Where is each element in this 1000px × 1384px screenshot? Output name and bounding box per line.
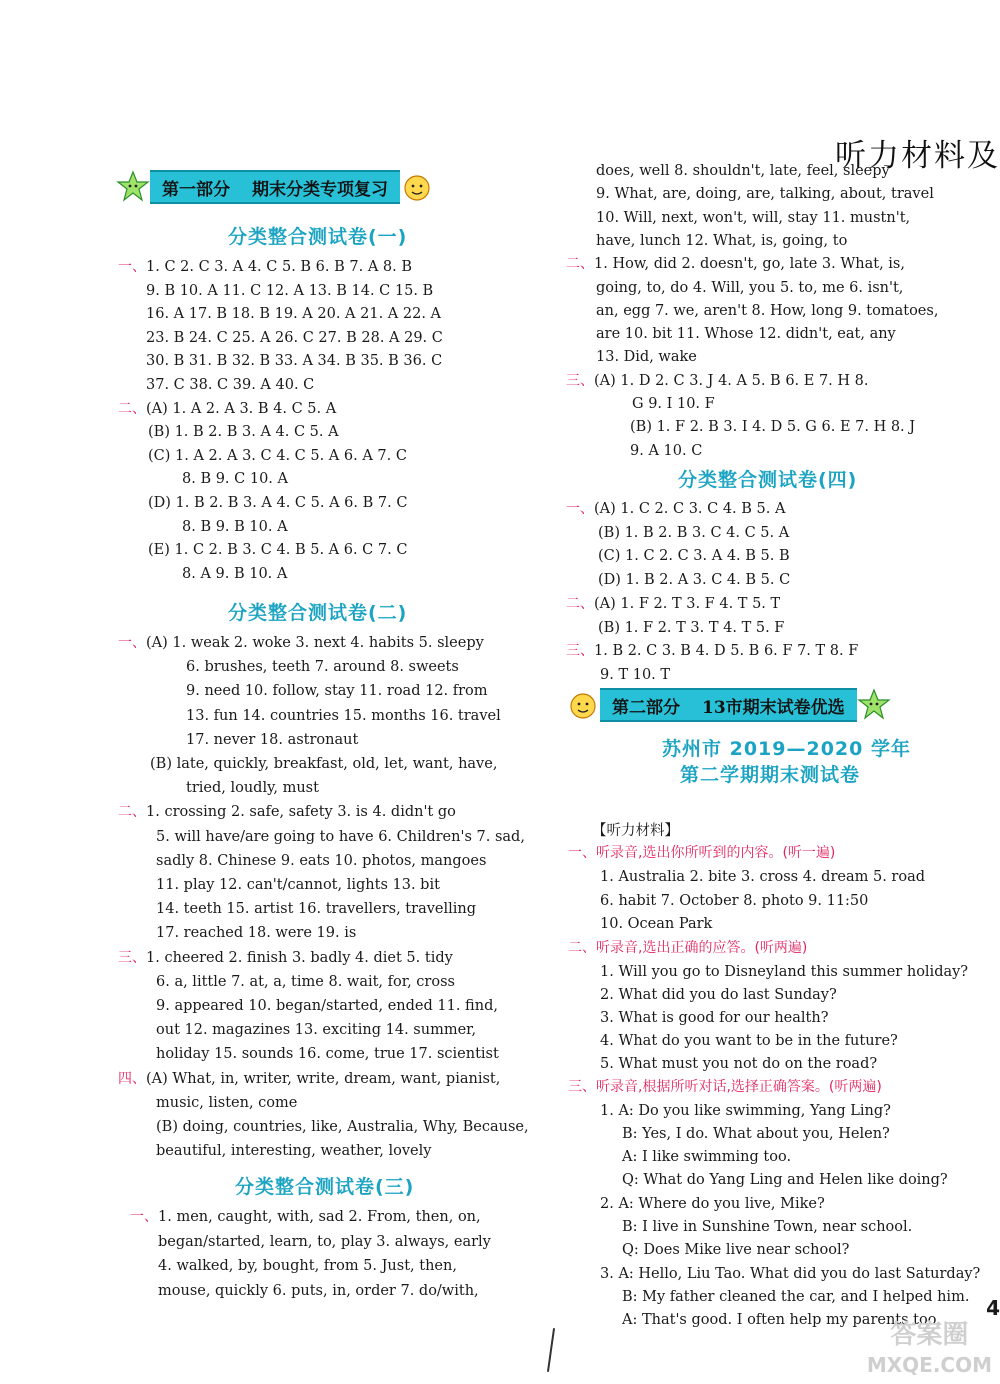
answer-line: have, lunch 12. What, is, going, to [596, 232, 848, 249]
answer-line: 6. a, little 7. at, a, time 8. wait, for, cross [156, 973, 455, 990]
answer-line: out 12. magazines 13. exciting 14. summer, [156, 1022, 477, 1039]
answer-line: 一、1. C 2. C 3. A 4. C 5. B 6. B 7. A 8. B [118, 259, 413, 275]
answer-line: (B) doing, countries, like, Australia, Why, Because, [156, 1119, 529, 1135]
answer-line: 8. B 9. C 10. A [182, 471, 288, 488]
suzhou-title-2: 第二学期期末测试卷 [680, 764, 861, 786]
answer-line: 三、(A) 1. D 2. C 3. J 4. A 5. B 6. E 7. H 8. [566, 372, 869, 389]
answer-line: (C) 1. A 2. A 3. C 4. C 5. A 6. A 7. C [148, 447, 407, 464]
answer-line: beautiful, interesting, weather, lovely [156, 1143, 432, 1160]
answer-line: (E) 1. C 2. B 3. C 4. B 5. A 6. C 7. C [148, 542, 408, 559]
part1-bar [150, 170, 400, 204]
page-number: 4 [986, 1296, 1000, 1320]
answer-line: 8. A 9. B 10. A [182, 565, 288, 582]
listening-line: 3. A: Hello, Liu Tao. What did you do last Saturday? [600, 1265, 981, 1282]
test3-title: 分类整合测试卷(三) [235, 1176, 415, 1198]
test1-title: 分类整合测试卷(一) [228, 226, 408, 248]
answer-line: 9. A 10. C [630, 442, 703, 459]
part1-banner [116, 170, 434, 204]
listening-line: 3. What is good for our health? [600, 1009, 829, 1026]
answer-line: an, egg 7. we, aren't 8. How, long 9. tomatoes, [596, 302, 939, 319]
listening-line: 2. What did you do last Sunday? [600, 986, 837, 1003]
answer-line: 13. Did, wake [596, 349, 697, 366]
listening-line: B: Yes, I do. What about you, Helen? [622, 1125, 890, 1142]
listening-line: 2. A: Where do you live, Mike? [600, 1195, 825, 1212]
answer-line: 23. B 24. C 25. A 26. C 27. B 28. A 29. C [146, 329, 443, 346]
watermark [867, 1320, 992, 1380]
answer-line: (B) 1. F 2. T 3. T 4. T 5. F [598, 619, 785, 636]
answer-line: 9. appeared 10. began/started, ended 11. find, [156, 998, 498, 1014]
answer-line: (C) 1. C 2. C 3. A 4. B 5. B [598, 548, 790, 565]
answer-line: 二、1. crossing 2. safe, safety 3. is 4. didn't go [118, 804, 456, 821]
answer-line: 二、(A) 1. A 2. A 3. B 4. C 5. A [118, 400, 337, 417]
listening-line: B: I live in Sunshine Town, near school. [622, 1219, 913, 1235]
answer-line: G 9. I 10. F [632, 396, 715, 412]
answer-line: 37. C 38. C 39. A 40. C [146, 377, 315, 393]
listening-line: 1. Will you go to Disneyland this summer holiday? [600, 963, 969, 980]
answer-line: 三、1. cheered 2. finish 3. badly 4. diet 5. tidy [118, 949, 453, 966]
answer-line: 11. play 12. can't/cannot, lights 13. bit [156, 877, 440, 893]
part2-name: 13市期末试卷优选 [702, 697, 845, 718]
part1-label: 第一部分 [162, 179, 230, 200]
suzhou-title-1: 苏州市 2019—2020 学年 [662, 738, 911, 760]
answer-line: does, well 8. shouldn't, late, feel, sleepy [596, 163, 890, 179]
answer-line: 17. never 18. astronaut [186, 731, 359, 748]
answer-line: 一、1. men, caught, with, sad 2. From, then, on, [130, 1209, 481, 1225]
answer-line: (B) 1. B 2. B 3. C 4. C 5. A [598, 524, 790, 541]
mascot-icon [857, 688, 891, 722]
answer-line: 16. A 17. B 18. B 19. A 20. A 21. A 22. A [146, 306, 442, 323]
answer-line: 6. brushes, teeth 7. around 8. sweets [186, 659, 459, 676]
answer-line: 二、1. How, did 2. doesn't, go, late 3. What, is, [566, 256, 905, 273]
answer-line: (B) late, quickly, breakfast, old, let, want, have, [150, 756, 498, 772]
watermark-line1: 答案圈 [890, 1320, 969, 1350]
pen-mark [547, 1328, 555, 1372]
section-heading: 一、听录音,选出你所听到的内容。(听一遍) [568, 845, 836, 861]
answer-line: (B) 1. B 2. B 3. A 4. C 5. A [148, 424, 339, 441]
listening-line: A: I like swimming too. [622, 1149, 792, 1166]
watermark-line2: MXQE.COM [866, 1353, 992, 1377]
answer-line: 14. teeth 15. artist 16. travellers, travelling [156, 901, 477, 918]
answer-line: 二、(A) 1. F 2. T 3. F 4. T 5. T [566, 595, 781, 612]
mascot-icon [116, 170, 150, 204]
answer-line: mouse, quickly 6. puts, in, order 7. do/with, [158, 1282, 479, 1299]
answer-line: are 10. bit 11. Whose 12. didn't, eat, any [596, 326, 896, 343]
listening-line: A: That's good. I often help my parents too. [622, 1312, 941, 1329]
answer-line: 一、(A) 1. C 2. C 3. C 4. B 5. A [566, 501, 786, 517]
answer-line: music, listen, come [156, 1094, 298, 1111]
smiley-icon [400, 170, 434, 204]
answer-line: 13. fun 14. countries 15. months 16. travel [186, 707, 501, 724]
answer-line: 9. need 10. follow, stay 11. road 12. from [186, 683, 488, 700]
answer-line: 9. B 10. A 11. C 12. A 13. B 14. C 15. B [146, 282, 434, 299]
section-heading: 三、听录音,根据所听对话,选择正确答案。(听两遍) [568, 1078, 882, 1095]
answer-line: 5. will have/are going to have 6. Children's 7. sad, [156, 828, 525, 845]
answer-line: sadly 8. Chinese 9. eats 10. photos, mangoes [156, 852, 487, 869]
listening-line: Q: Does Mike live near school? [622, 1242, 850, 1259]
test4-title: 分类整合测试卷(四) [678, 469, 858, 491]
listening-line: 1. Australia 2. bite 3. cross 4. dream 5. road [600, 869, 925, 885]
listening-line: 5. What must you not do on the road? [600, 1055, 878, 1072]
answer-line: 30. B 31. B 32. B 33. A 34. B 35. B 36. C [146, 353, 443, 370]
answer-line: 10. Will, next, won't, will, stay 11. mustn't, [596, 209, 911, 226]
part1-name: 期末分类专项复习 [252, 179, 388, 200]
answer-line: 4. walked, by, bought, from 5. Just, then, [158, 1258, 457, 1274]
section-heading: 二、听录音,选出正确的应答。(听两遍) [568, 939, 808, 956]
part2-banner [566, 688, 891, 722]
page-header-title: 听力材料及 [835, 138, 1000, 174]
listening-line: 4. What do you want to be in the future? [600, 1032, 898, 1049]
listening-line: 10. Ocean Park [600, 916, 713, 932]
answer-line: 8. B 9. B 10. A [182, 518, 288, 535]
listening-line: B: My father cleaned the car, and I helped him. [622, 1288, 970, 1305]
answer-line: (D) 1. B 2. B 3. A 4. C 5. A 6. B 7. C [148, 495, 408, 511]
answer-line: 一、(A) 1. weak 2. woke 3. next 4. habits 5. sleepy [118, 635, 484, 651]
answer-line: began/started, learn, to, play 3. always, early [158, 1233, 491, 1250]
part2-bar [600, 688, 857, 722]
listening-line: Q: What do Yang Ling and Helen like doing? [622, 1172, 948, 1189]
answer-line: 四、(A) What, in, writer, write, dream, want, pianist, [118, 1070, 501, 1087]
smiley-icon [566, 688, 600, 722]
answer-line: going, to, do 4. Will, you 5. to, me 6. isn't, [596, 279, 904, 296]
listening-line: 1. A: Do you like swimming, Yang Ling? [600, 1102, 891, 1119]
answer-line: holiday 15. sounds 16. come, true 17. scientist [156, 1046, 499, 1063]
answer-line: 9. T 10. T [600, 666, 671, 683]
test2-title: 分类整合测试卷(二) [228, 602, 408, 624]
answer-line: 9. What, are, doing, are, talking, about, travel [596, 186, 934, 203]
listening-line: 6. habit 7. October 8. photo 9. 11:50 [600, 892, 869, 909]
listening-label: 【听力材料】 [592, 823, 679, 839]
answer-line: (B) 1. F 2. B 3. I 4. D 5. G 6. E 7. H 8. J [630, 419, 916, 436]
answer-line: 三、1. B 2. C 3. B 4. D 5. B 6. F 7. T 8. F [566, 643, 859, 660]
answer-line: 17. reached 18. were 19. is [156, 925, 357, 942]
part2-label: 第二部分 [612, 697, 680, 718]
answer-line: (D) 1. B 2. A 3. C 4. B 5. C [598, 572, 791, 589]
answer-line: tried, loudly, must [186, 780, 319, 797]
